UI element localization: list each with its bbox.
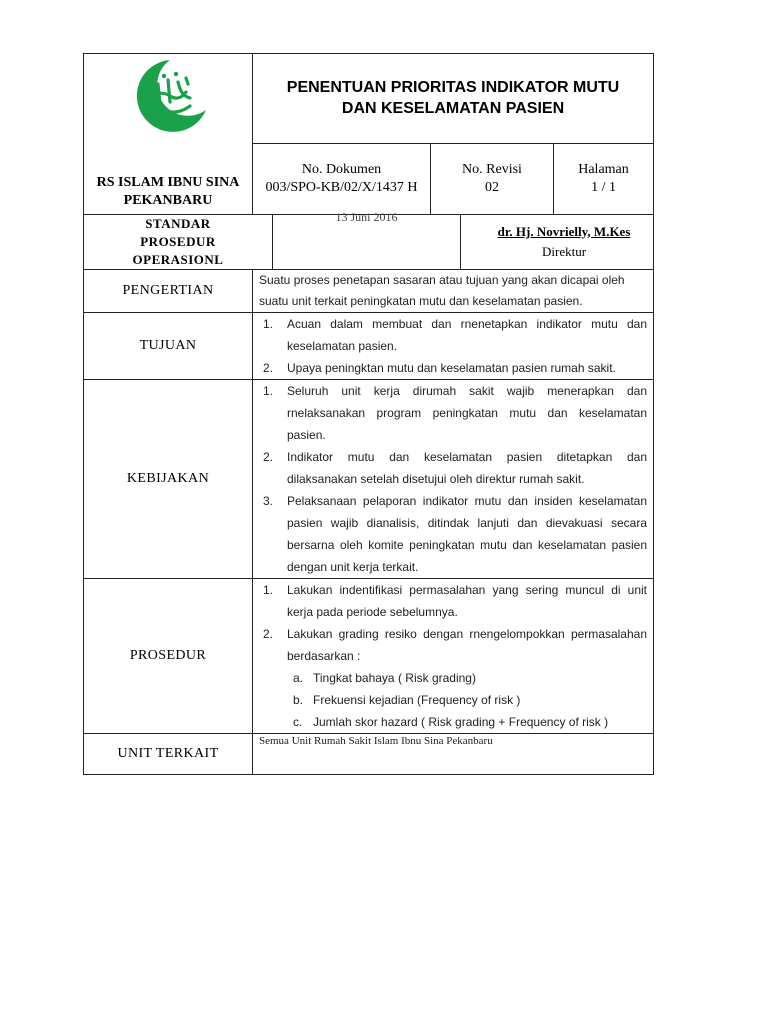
sub-list-item: b. Frekuensi kejadian (Frequency of risk ): [293, 692, 521, 707]
unit-terkait-text: Semua Unit Rumah Sakit Islam Ibnu Sina Pekanbaru: [253, 733, 654, 774]
list-item: 1. Acuan dalam membuat dan rnenetapkan indikator mutu dan keselamatan pasien.: [263, 316, 648, 353]
page-cell: [554, 143, 654, 214]
logo-cell: [84, 54, 253, 144]
sop-label-line-3: OPERASIONL: [132, 251, 224, 267]
tujuan-content: [253, 312, 654, 379]
hospital-name-line-2: PEKANBARU: [123, 193, 213, 209]
sub-list-item: c. Jumlah skor hazard ( Risk grading + Frequency of risk ): [293, 714, 609, 729]
list-item: 1. Lakukan indentifikasi permasalahan yang sering muncul di unit kerja pada periode sebelumnya.: [263, 582, 648, 619]
sop-label: [84, 214, 273, 269]
hospital-logo-icon: [120, 54, 216, 138]
issue-date-cell: [273, 209, 461, 269]
revision-label: No. Revisi: [462, 161, 522, 177]
issue-date: 13 Juni 2016: [335, 209, 398, 224]
list-item: 2. Indikator mutu dan keselamatan pasien ditetapkan dan dilaksanakan setelah disetujui oleh direktur rumah sakit.: [263, 449, 648, 486]
page-label: Halaman: [578, 161, 629, 177]
prosedur-list: [253, 579, 647, 667]
document-number: 003/SPO-KB/02/X/1437 H: [265, 179, 418, 195]
revision-cell: [431, 143, 554, 214]
pengertian-label: PENGERTIAN: [84, 269, 253, 312]
tujuan-label: TUJUAN: [84, 312, 253, 379]
prosedur-content: [253, 578, 654, 733]
revision-number: 02: [485, 179, 499, 195]
sub-list-item: a. Tingkat bahaya ( Risk grading): [293, 670, 476, 685]
prosedur-label: PROSEDUR: [84, 578, 253, 733]
title-line-2: DAN KESELAMATAN PASIEN: [341, 100, 565, 118]
signer-title: Direktur: [541, 243, 587, 259]
kebijakan-list: [253, 380, 647, 578]
signer-name: dr. Hj. Novrielly, M.Kes: [497, 223, 631, 239]
document-title: [253, 54, 654, 144]
kebijakan-label: KEBIJAKAN: [84, 379, 253, 578]
hospital-name-line-1: RS ISLAM IBNU SINA: [96, 175, 240, 191]
sop-label-line-2: PROSEDUR: [140, 233, 216, 249]
tujuan-list: [253, 313, 647, 379]
document-number-label: No. Dokumen: [301, 161, 382, 177]
hospital-name: [84, 143, 253, 214]
list-item: 2. Upaya peningktan mutu dan keselamatan pasien rumah sakit.: [263, 360, 616, 375]
sop-label-line-1: STANDAR: [145, 215, 211, 231]
pengertian-text: Suatu proses penetapan sasaran atau tujuan yang akan dicapai oleh suatu unit terkait peningkatan mutu dan keselamatan pasien.: [253, 269, 654, 312]
kebijakan-content: [253, 379, 654, 578]
title-line-1: PENENTUAN PRIORITAS INDIKATOR MUTU: [286, 79, 620, 97]
sop-table: [83, 53, 654, 775]
sop-document: [83, 53, 653, 775]
unit-terkait-label: UNIT TERKAIT: [84, 733, 253, 774]
document-number-cell: [253, 143, 431, 214]
list-item: 1. Seluruh unit kerja dirumah sakit wajib menerapkan dan rnelaksanakan program peningkatan mutu dan keselamatan pasien.: [263, 383, 648, 442]
page-value: 1 / 1: [591, 179, 616, 195]
list-item: 3. Pelaksanaan pelaporan indikator mutu dan insiden keselamatan pasien wajib dianalisis, ditindak lanjuti dan dievakuasi secara bersarna oleh komite peningkatan mutu dan keselamatan pasien dengan unit kerja terkait.: [263, 493, 648, 574]
list-item: 2. Lakukan grading resiko dengan rnengelompokkan permasalahan berdasarkan :: [263, 626, 648, 663]
prosedur-sublist: [253, 667, 647, 733]
signer-cell: [461, 214, 654, 269]
